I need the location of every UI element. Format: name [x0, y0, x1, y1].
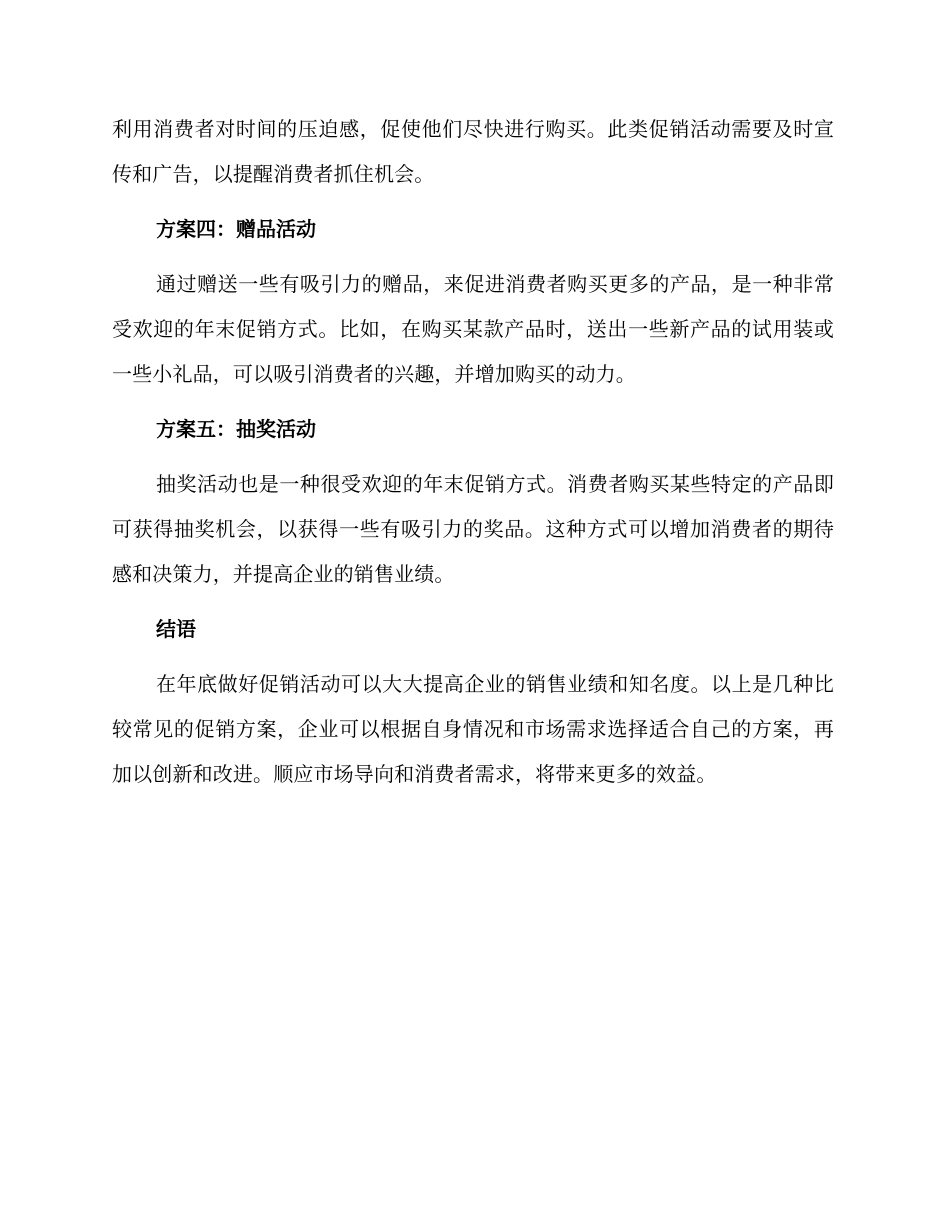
section-body-plan-four: 通过赠送一些有吸引力的赠品，来促进消费者购买更多的产品，是一种非常受欢迎的年末促销方式。比如，在购买某款产品时，送出一些新产品的试用装或一些小礼品，可以吸引消费者的兴趣，并增加购买的动力。	[112, 272, 834, 386]
document-page	[112, 107, 834, 797]
section-heading-plan-five: 方案五：抽奖活动	[156, 417, 316, 441]
section-body-conclusion: 在年底做好促销活动可以大大提高企业的销售业绩和知名度。以上是几种比较常见的促销方案，企业可以根据自身情况和市场需求选择适合自己的方案，再加以创新和改进。顺应市场导向和消费者需求，将带来更多的效益。	[112, 672, 834, 786]
section-heading-conclusion: 结语	[156, 617, 196, 641]
intro-paragraph: 利用消费者对时间的压迫感，促使他们尽快进行购买。此类促销活动需要及时宣传和广告，以提醒消费者抓住机会。	[112, 117, 834, 186]
section-body-plan-five: 抽奖活动也是一种很受欢迎的年末促销方式。消费者购买某些特定的产品即可获得抽奖机会，以获得一些有吸引力的奖品。这种方式可以增加消费者的期待感和决策力，并提高企业的销售业绩。	[112, 472, 834, 586]
section-heading-plan-four: 方案四：赠品活动	[156, 217, 316, 241]
